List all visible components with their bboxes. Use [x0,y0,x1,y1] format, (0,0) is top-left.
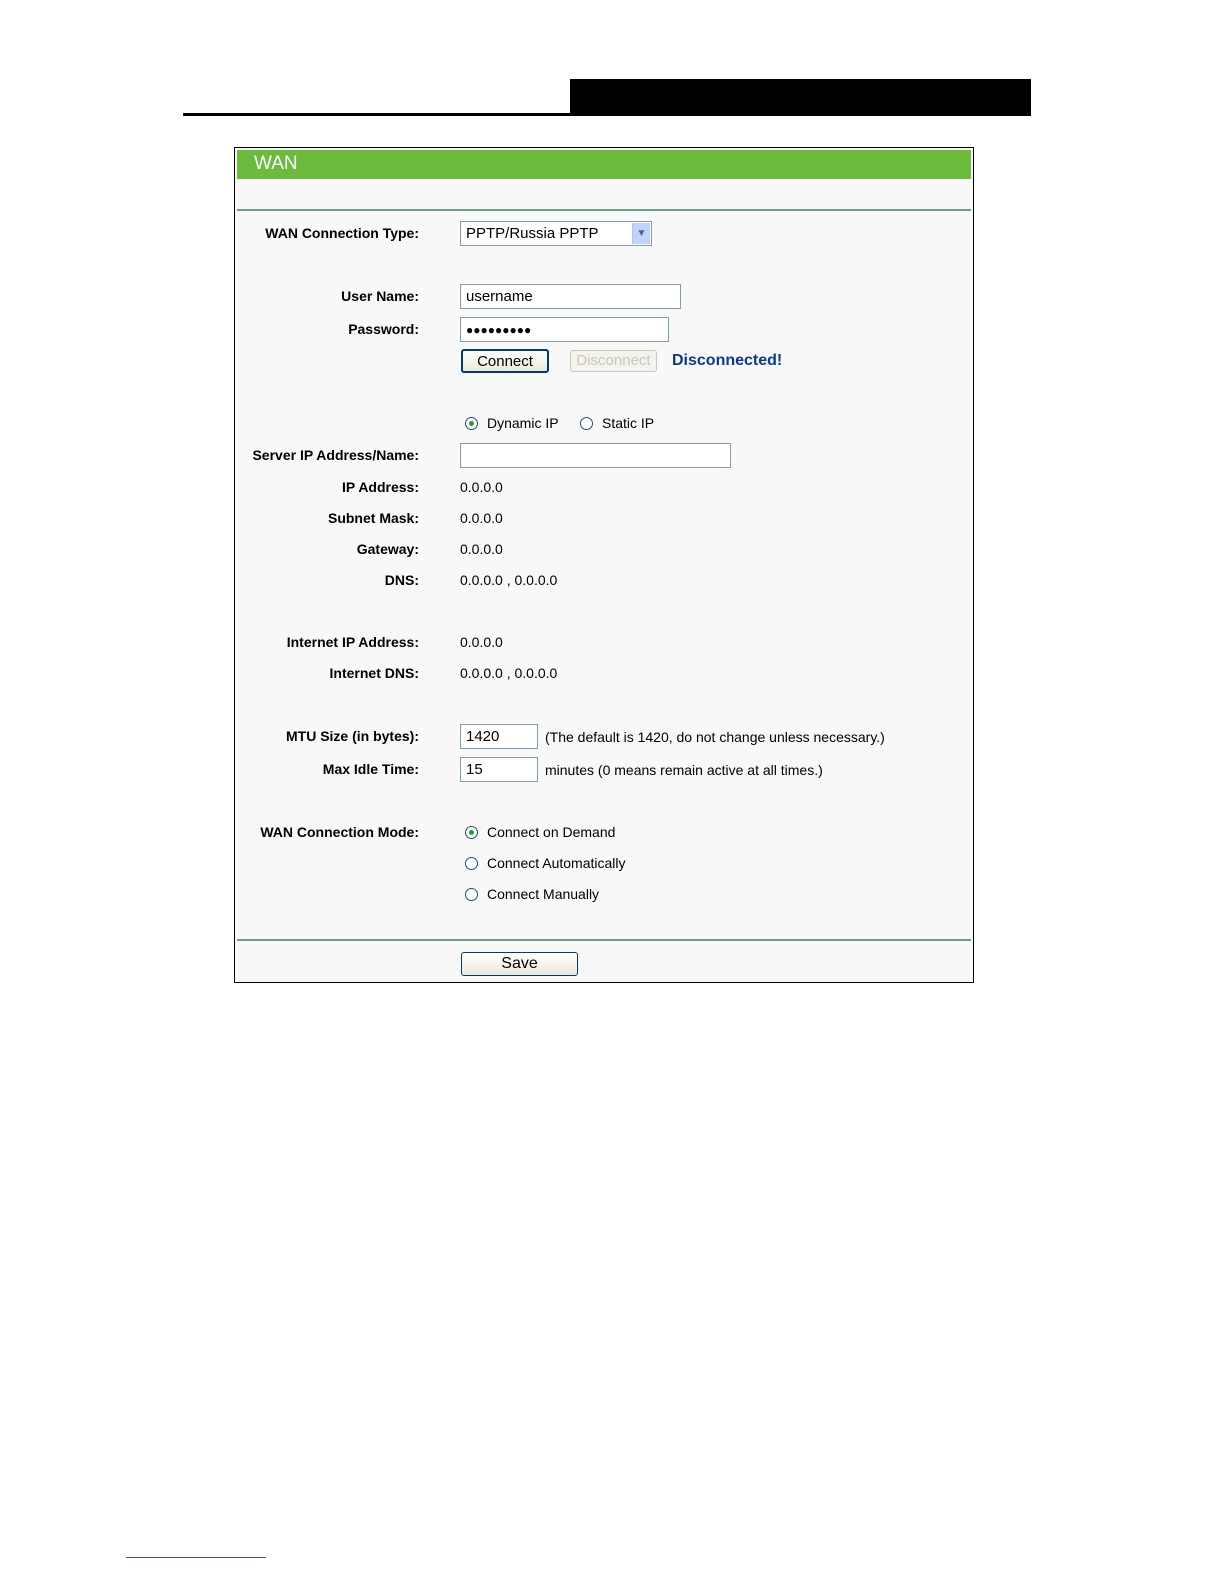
connect-on-demand-label: Connect on Demand [487,824,616,840]
max-idle-input[interactable]: 15 [460,757,538,782]
dynamic-ip-option[interactable] [465,415,559,431]
wan-connection-type-select[interactable] [460,221,652,246]
panel-title-bar [237,150,971,179]
connect-on-demand-radio[interactable] [465,826,478,839]
mtu-input[interactable]: 1420 [460,724,538,749]
internet-ip-value: 0.0.0.0 [460,634,503,650]
max-idle-hint: minutes (0 means remain active at all times.) [545,762,823,778]
header-rule [183,113,1031,116]
top-divider [237,209,971,211]
dns-label: DNS: [384,572,419,588]
connect-manually-label: Connect Manually [487,886,600,902]
max-idle-label: Max Idle Time: [322,761,419,777]
connection-status: Disconnected! [672,352,783,369]
header-bar [570,79,1031,116]
bottom-divider [237,939,971,941]
ip-address-value: 0.0.0.0 [460,479,503,495]
connect-manually-option[interactable] [465,886,599,902]
ip-address-label: IP Address: [341,479,419,495]
subnet-mask-label: Subnet Mask: [327,510,419,526]
internet-dns-label: Internet DNS: [329,665,419,681]
save-button[interactable]: Save [461,952,578,976]
chevron-down-icon[interactable]: ▼ [632,223,650,244]
dns-value: 0.0.0.0 , 0.0.0.0 [460,572,558,588]
connect-automatically-radio[interactable] [465,857,478,870]
dynamic-ip-radio[interactable] [465,417,478,430]
wan-connection-type-label: WAN Connection Type: [265,225,419,241]
password-input[interactable]: ●●●●●●●●● [460,317,669,342]
disconnect-button[interactable]: Disconnect [570,350,657,372]
subnet-mask-value: 0.0.0.0 [460,510,503,526]
dynamic-ip-label: Dynamic IP [487,415,559,431]
wan-panel [234,147,974,983]
mtu-label: MTU Size (in bytes): [285,728,419,744]
mtu-hint: (The default is 1420, do not change unless necessary.) [545,729,885,745]
wan-connection-type-value: PPTP/Russia PPTP [466,225,599,242]
connect-automatically-label: Connect Automatically [487,855,626,871]
internet-ip-label: Internet IP Address: [286,634,419,650]
static-ip-option[interactable] [580,415,654,431]
connect-manually-radio[interactable] [465,888,478,901]
static-ip-label: Static IP [602,415,655,431]
gateway-label: Gateway: [356,541,419,557]
user-name-label: User Name: [341,288,419,304]
password-label: Password: [348,321,419,337]
panel-title: WAN [254,153,298,174]
internet-dns-value: 0.0.0.0 , 0.0.0.0 [460,665,558,681]
connection-mode-label: WAN Connection Mode: [260,824,419,840]
user-name-input[interactable]: username [460,284,681,309]
static-ip-radio[interactable] [580,417,593,430]
server-ip-label: Server IP Address/Name: [252,447,419,463]
server-ip-input[interactable] [460,443,731,468]
connect-automatically-option[interactable] [465,855,626,871]
gateway-value: 0.0.0.0 [460,541,503,557]
connect-on-demand-option[interactable] [465,824,615,840]
footer-link-line [126,1557,266,1558]
connect-button[interactable]: Connect [461,349,549,373]
